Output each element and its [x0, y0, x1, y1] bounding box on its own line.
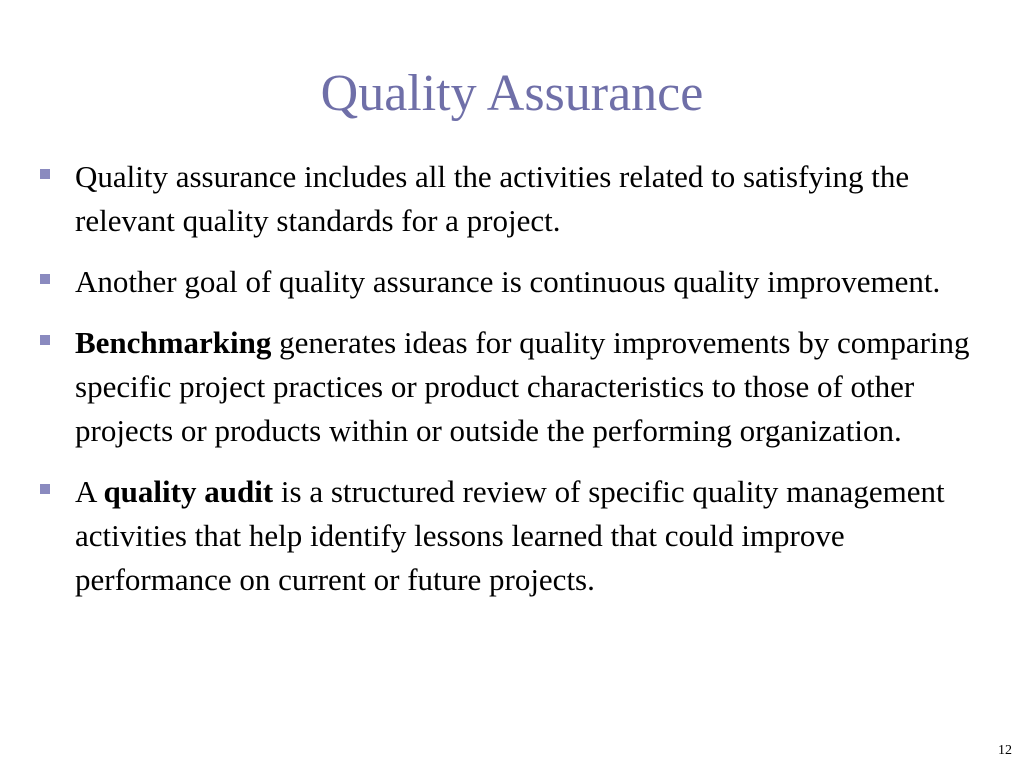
bullet-text	[75, 325, 970, 448]
bullet-item	[40, 470, 1000, 602]
bullet-item	[40, 260, 1000, 304]
bullet-text	[75, 159, 909, 238]
bold-term-benchmarking: Benchmarking	[75, 325, 272, 360]
page-number: 12	[998, 743, 1012, 758]
square-bullet-icon	[40, 484, 50, 494]
slide-title: Quality Assurance	[320, 65, 704, 122]
bullet-text-segment: Quality assurance includes all the activities related to satisfying the relevant quality standards for a project.	[75, 159, 910, 238]
bullet-item	[40, 155, 1000, 243]
bullet-text-segment: generates ideas for quality improvements by comparing specific project practices or product characteristics to those of other projects or products within or outside the performing organization.	[75, 325, 970, 448]
square-bullet-icon	[40, 274, 50, 284]
square-bullet-icon	[40, 169, 50, 179]
bullet-list	[40, 155, 1000, 619]
bullet-item	[40, 321, 1000, 453]
bullet-text	[75, 264, 940, 299]
bullet-text-segment: A	[75, 474, 104, 509]
bold-term-quality-audit: quality audit	[103, 474, 274, 509]
bullet-text	[75, 474, 945, 597]
bullet-text-segment: is a structured review of specific quality management activities that help identify lessons learned that could improve performance on current or future projects.	[75, 474, 945, 597]
square-bullet-icon	[40, 335, 50, 345]
bullet-text-segment: Another goal of quality assurance is continuous quality improvement.	[75, 264, 941, 299]
